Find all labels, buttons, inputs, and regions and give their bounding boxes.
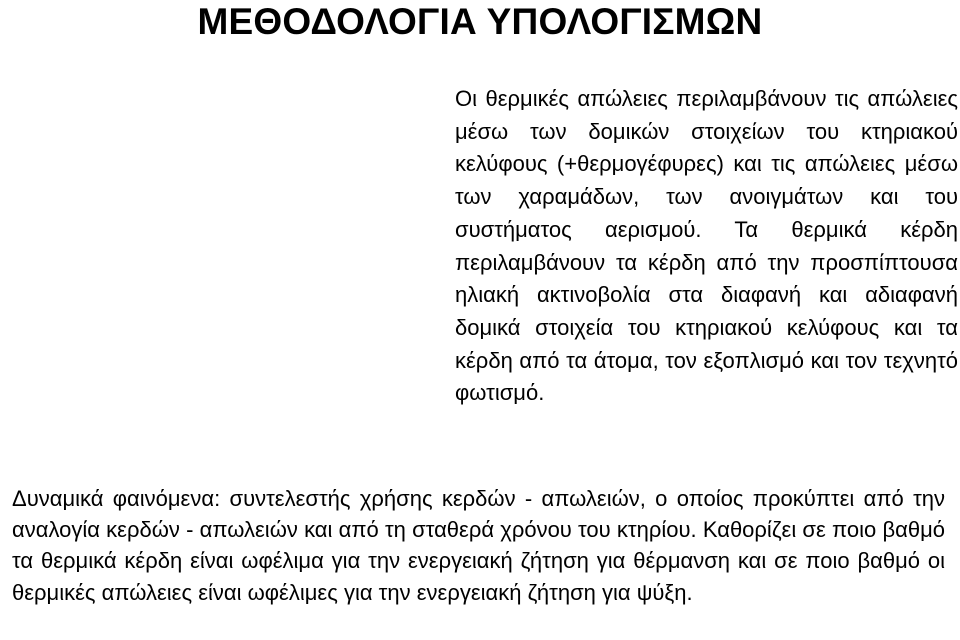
paragraph-thermal-losses-gains: Οι θερμικές απώλειες περιλαμβάνουν τις απώλειες μέσω των δομικών στοιχείων του κτηριακού κελύφους (+θερμογέφυρες) και τις απώλειες μέσω των χαραμάδων, των ανοιγμάτων και του συστήματος αερισμού. Τα θερμικά κέρδη περιλαμβάνουν τα κέρδη από την προσπίπτουσα ηλιακή ακτινοβολία στα διαφανή και αδιαφανή δομικά στοιχεία του κτηριακού κελύφους και τα κέρδη από τα άτομα, τον εξοπλισμό και τον τεχνητό φωτισμό. — [455, 86, 958, 406]
page-title: ΜΕΘΟΔΟΛΟΓΙΑ ΥΠΟΛΟΓΙΣΜΩΝ — [197, 1, 763, 42]
paragraph-dynamic-phenomena: Δυναμικά φαινόμενα: συντελεστής χρήσης κερδών - απωλειών, ο οποίος προκύπτει από την αναλογία κερδών - απωλειών και από τη σταθερά χρόνου του κτηρίου. Καθορίζει σε ποιο βαθμό τα θερμικά κέρδη είναι ωφέλιμα για την ενεργειακή ζήτηση για θέρμανση και σε ποιο βαθμό οι θερμικές απώλειες είναι ωφέλιμες για την ενεργειακή ζήτηση για ψύξη. — [12, 486, 945, 605]
